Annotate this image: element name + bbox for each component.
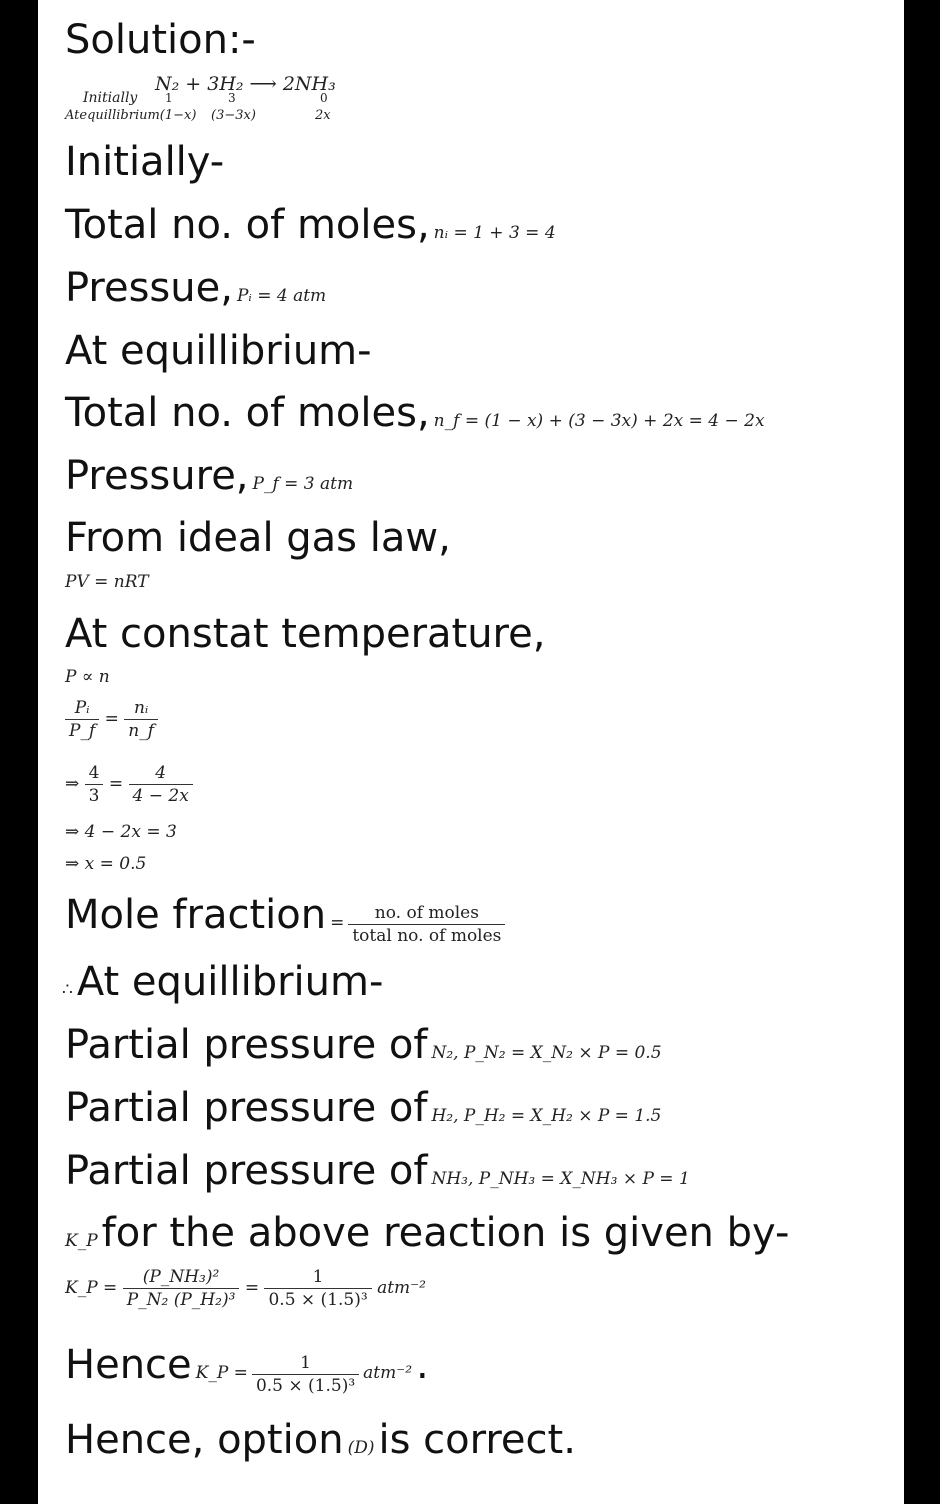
final-moles-formula: n_f = (1 − x) + (3 − 3x) + 2x = 4 − 2x — [433, 411, 765, 431]
answer-option: (D) — [347, 1438, 375, 1458]
partial-pressure-n2: Partial pressure of N₂, P_N₂ = X_N₂ × P = 0.5 — [65, 1022, 662, 1068]
mole-fraction-formula: $\frac{\text{no. of moles}}{\text{total no. of moles}}$ — [348, 902, 505, 947]
initial-moles-label: Total no. of moles, — [65, 202, 430, 248]
ideal-gas-formula: PV = nRT — [65, 572, 149, 592]
reaction-initial-h2: 3 — [228, 91, 236, 105]
initial-pressure-label: Pressue, — [65, 265, 233, 311]
document-page — [38, 0, 904, 1504]
ratio-equation: $\frac{\text{Pᵢ}}{P\_f}$ = $\frac{\text{nᵢ}}{n\_f}$ — [65, 697, 158, 742]
reaction-equilibrium-row: Atequillibrium(1−x) — [65, 108, 197, 123]
therefore-line: ∴ At equillibrium- — [62, 959, 384, 1005]
kp-expression: K_P = $\frac{\text{(P\_NH₃)²}}{\text{P\_N₂ (P\_H₂)³}}$ = $\frac{1}{\text{0.5 × (1.5)³}}$ atm⁻² — [65, 1267, 426, 1310]
initial-pressure-formula: Pᵢ = 4 atm — [236, 286, 327, 306]
mole-fraction-label: Mole fraction — [65, 892, 327, 938]
solution-heading: Solution:- — [65, 17, 256, 63]
initial-moles-line — [65, 202, 556, 248]
step-two-equation: ⇒ 4 − 2x = 3 — [65, 822, 177, 842]
ideal-gas-heading: From ideal gas law, — [65, 515, 451, 561]
initial-moles-formula: nᵢ = 1 + 3 = 4 — [433, 223, 556, 243]
proportional-formula: P ∝ n — [65, 667, 110, 687]
therefore-symbol: ∴ — [62, 980, 73, 1000]
partial-pressure-nh3: Partial pressure of NH₃, P_NH₃ = X_NH₃ × P = 1 — [65, 1148, 690, 1194]
moles-ratio: $\frac{\text{nᵢ}}{n\_f}$ — [124, 697, 158, 742]
final-moles-line — [65, 390, 765, 436]
reaction-equilibrium-h2: (3−3x) — [211, 108, 256, 123]
final-pressure-formula: P_f = 3 atm — [252, 474, 354, 494]
constant-temp-heading: At constat temperature, — [65, 611, 546, 657]
mole-fraction-line: Mole fraction = $\frac{\text{no. of moles}}{\text{total no. of moles}}$ — [65, 895, 505, 947]
reaction-equation: N₂ + 3H₂ ⟶ 2NH₃ — [155, 73, 336, 95]
final-pressure-line — [65, 453, 354, 499]
reaction-equilibrium-nh3: 2x — [315, 108, 331, 123]
final-moles-label: Total no. of moles, — [65, 390, 430, 436]
reaction-initially-label: Initially — [83, 90, 138, 106]
step-three-equation: ⇒ x = 0.5 — [65, 854, 147, 874]
equilibrium-heading: At equillibrium- — [65, 328, 372, 374]
reaction-initial-n2: 1 — [165, 91, 173, 105]
partial-pressure-h2: Partial pressure of H₂, P_H₂ = X_H₂ × P = 1.5 — [65, 1085, 662, 1131]
pressure-ratio: $\frac{\text{Pᵢ}}{P\_f}$ — [65, 697, 99, 742]
step-one-equation: ⇒ $\frac{4}{3}$ = $\frac{4}{4 - 2x}$ — [65, 762, 193, 807]
reaction-initial-nh3: 0 — [320, 91, 328, 105]
answer-line: Hence, option (D) is correct. — [65, 1417, 576, 1463]
initially-heading: Initially- — [65, 139, 225, 185]
kp-heading: K_P for the above reaction is given by- — [65, 1210, 790, 1256]
hence-kp-line: Hence K_P = $\frac{1}{\text{0.5 × (1.5)³}}$ atm⁻² . — [65, 1342, 429, 1396]
initial-pressure-line — [65, 265, 327, 311]
final-pressure-label: Pressure, — [65, 453, 249, 499]
